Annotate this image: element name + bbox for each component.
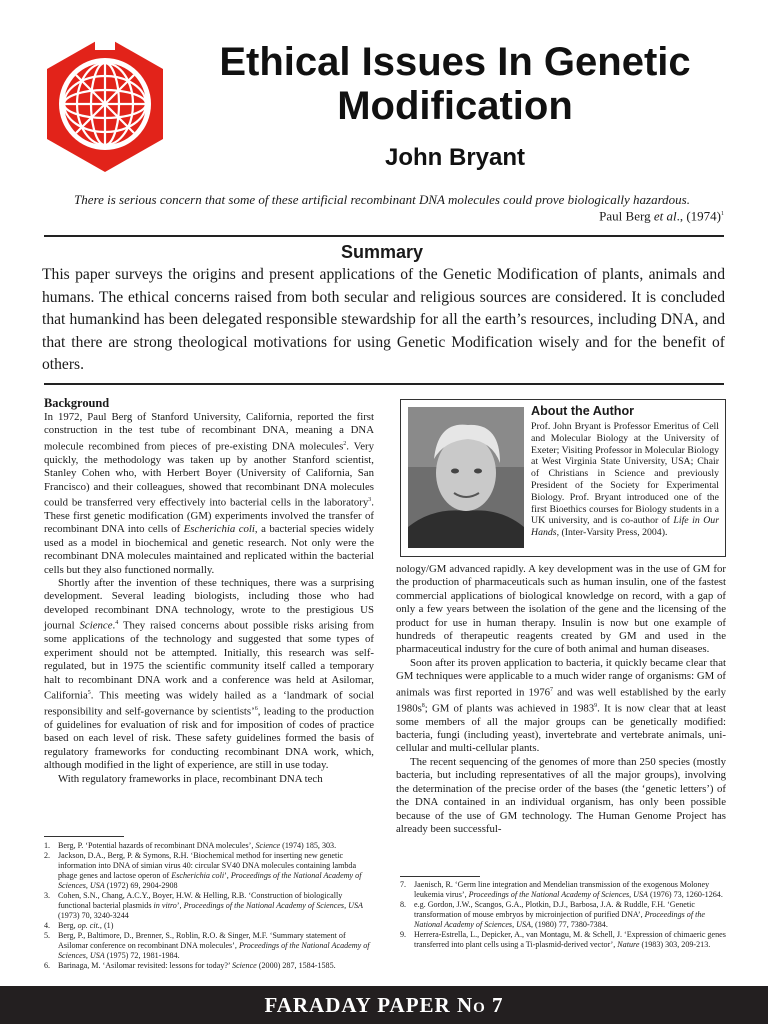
body-paragraph: The recent sequencing of the genomes of more than 250 species (mostly bacteria, but including representatives of all the major groups), involving the determination of the precise order of the bases (the ‘genetic letters’) of the DNA contained in an individual organism, has only been possible because of the use of GM technology. The Human Genome Project has already been successful- — [396, 755, 726, 835]
body-paragraph: With regulatory frameworks in place, recombinant DNA tech — [58, 772, 323, 785]
footnote-item: 9. Herrera-Estrella, L., Depicker, A., van Montagu, M. & Schell, J. ‘Expression of chimaeric genes transferred into plant cells using a Ti-plasmid-derived vector’, Nature (1983) 303, 209-213. — [400, 930, 726, 949]
faraday-logo — [40, 34, 170, 174]
footnote-item: 3. Cohen, S.N., Chang, A.C.Y., Boyer, H.W. & Helling, R.B. ‘Construction of biologically functional bacterial plasmids in vitro’, Proceedings of the National Academy of Sciences, USA (1973) 70, 3240-3244 — [44, 891, 363, 920]
footnote-item: 8. e.g. Gordon, J.W., Scangos, G.A., Plotkin, D.J., Barbosa, J.A. & Ruddle, F.H. ‘Genetic transformation of mouse embryos by microinjection of purified DNA’, Proceedings of the National Academy of Sciences, USA, (1980) 77, 7380-7384. — [400, 900, 706, 929]
author-photo — [408, 407, 524, 548]
footer-banner — [0, 986, 768, 1024]
divider-summary — [44, 383, 724, 385]
divider-top — [44, 235, 724, 237]
paper-title: Ethical Issues In Genetic Modification — [219, 40, 691, 128]
footer-label-o: O — [473, 1000, 486, 1016]
footnote-item: 6. Barinaga, M. ‘Asilomar revisited: lessons for today?’ Science (2000) 287, 1584-1585. — [44, 961, 336, 970]
summary-heading: Summary — [340, 242, 424, 262]
footnote-divider — [44, 836, 124, 837]
summary-text: This paper surveys the origins and present applications of the Genetic Modification of plants, animals and humans. The ethical concerns raised from both secular and religious sources are considered. It is concluded that humankind has been delegated responsible stewardship for all the earth’s resources, including DNA, and that there are strong theological motivations for using Genetic Modification wisely and for the benefit of others. — [42, 266, 725, 373]
about-author-box — [400, 399, 726, 557]
body-column-left — [44, 396, 374, 786]
body-paragraph: nology/GM advanced rapidly. A key development was in the use of GM for the production of pharmaceuticals such as human insulin, one of the fastest commercial applications of biological knowledge on record, with a gap of only a few years between the isolation of the gene and the licensing of the product for use in human therapy. Insulin is now but one example of hundreds of therapeutic reagents created by GM and used in the pharmaceutical industry for the cure of both animal and human diseases. — [396, 563, 726, 656]
footnote-item: 4. Berg, op. cit., (1) — [44, 921, 114, 930]
body-paragraph: Shortly after the invention of these techniques, there was a surprising development. Several leading biologists, including those who had developed recombinant DNA technology, wrote to the prestigious US journal Science.$^4$ They raised concerns about possible risks arising from some applications of the technology and suggested that some types of experiment should not be attempted. Initially, this research was self-regulated, but in 1975 the scientific community itself called a temporary halt to recombinant DNA work and a conference was held at Asilomar, California$^5$. This meeting was widely hailed as a ‘landmark of social responsibility and self-governance by scientists’$^6$, leading to the production of guidelines for evaluation of risk and for imposition of codes of practice based on each level of risk. These safety guidelines formed the basis of regulatory frameworks for conducting recombinant DNA work, which, although modified in the light of experience, are still in use today. — [44, 577, 374, 772]
faraday-globe-logo-icon — [40, 34, 170, 174]
author-name: John Bryant — [384, 144, 525, 171]
footer-label: FARADAY PAPER N — [264, 993, 474, 1017]
about-author-heading: About the Author — [531, 404, 635, 418]
author-portrait-icon — [408, 407, 524, 548]
footnote-item: 5. Berg, P., Baltimore, D., Brenner, S., Roblin, R.O. & Singer, M.F. ‘Summary statement of Asilomar conference on recombinant DNA molecules’, Proceedings of the National Academy of Sciences, USA (1975) 72, 1981-1984. — [44, 931, 370, 960]
footnote-divider — [400, 876, 480, 877]
body-paragraph: Soon after its proven application to bacteria, it quickly became clear that GM techniques were applicable to a much wider range of organisms: GM of animals was first reported in 1976$^7$ and was well established by the early $1980s^8$; GM of plants was achieved in 1983$^9$. It is now clear that at least some members of all the major groups can be genetically modified: bacteria, fungi (including yeast), invertebrate and vertebrate animals, uni-cellular and multi-cellular plants. — [396, 656, 726, 755]
footnote-item: 1. Berg, P. ‘Potential hazards of recombinant DNA molecules’, Science (1974) 185, 303. — [44, 841, 337, 850]
background-heading: Background — [44, 396, 110, 410]
footnote-item: 2. Jackson, D.A., Berg, P. & Symons, R.H. ‘Biochemical method for inserting new genetic information into DNA of simian virus 40: circular SV40 DNA molecules containing lambda phage genes and lactose operon of Escherichia coli’, Proceedings of the National Academy of Sciences, USA (1972) 69, 2904-2908 — [44, 851, 362, 890]
footnotes-left — [44, 841, 374, 971]
quote-source: Paul Berg et al., $(1974)^1$ — [599, 208, 724, 224]
epigraph-quote — [40, 192, 724, 223]
footer-number: 7 — [485, 993, 504, 1017]
quote-text: There is serious concern that some of these artificial recombinant DNA molecules could prove biologically hazardous. — [74, 192, 690, 207]
about-author-text: Prof. John Bryant is Professor Emeritus of Cell and Molecular Biology at the University of Exeter; Visiting Professor in Molecular Biology at West Virginia State University, USA; Chair of Christians in Science and previously President of the Society for Experimental Biology. Prof. Bryant introduced one of the first Bioethics courses for Biology students in a UK university, and is co-author of Life in Our Hands, (Inter-Varsity Press, 2004). — [531, 421, 720, 539]
body-paragraph: In 1972, Paul Berg of Stanford University, California, reported the first construction in the test tube of recombinant DNA, meaning a DNA molecule recombined from pieces of pre-existing DNA molecules$^2$. Very quickly, the methodology was taken up by another Stanford scientist, Stanley Cohen who, with Herbert Boyer (University of California, San Francisco) and their colleagues, showed that recombinant DNA molecules could be transferred very effectively into bacterial cells in the laboratory$^3$. These first genetic modification (GM) experiments involved the transfer of recombinant DNA into cells of Escherichia coli, a bacterial species widely used as a model in biochemical and genetic research. Not only were the recombinant DNA molecules maintained and replicated within the bacterial cells but they also functioned normally. — [44, 411, 374, 576]
footnote-item: 7. Jaenisch, R. ‘Germ line integration and Mendelian transmission of the exogenous Moloney leukemia virus’, Proceedings of the National Academy of Sciences, USA (1976) 73, 1260-1264. — [400, 880, 723, 899]
body-column-right — [396, 563, 726, 836]
footnotes-right — [400, 880, 726, 950]
